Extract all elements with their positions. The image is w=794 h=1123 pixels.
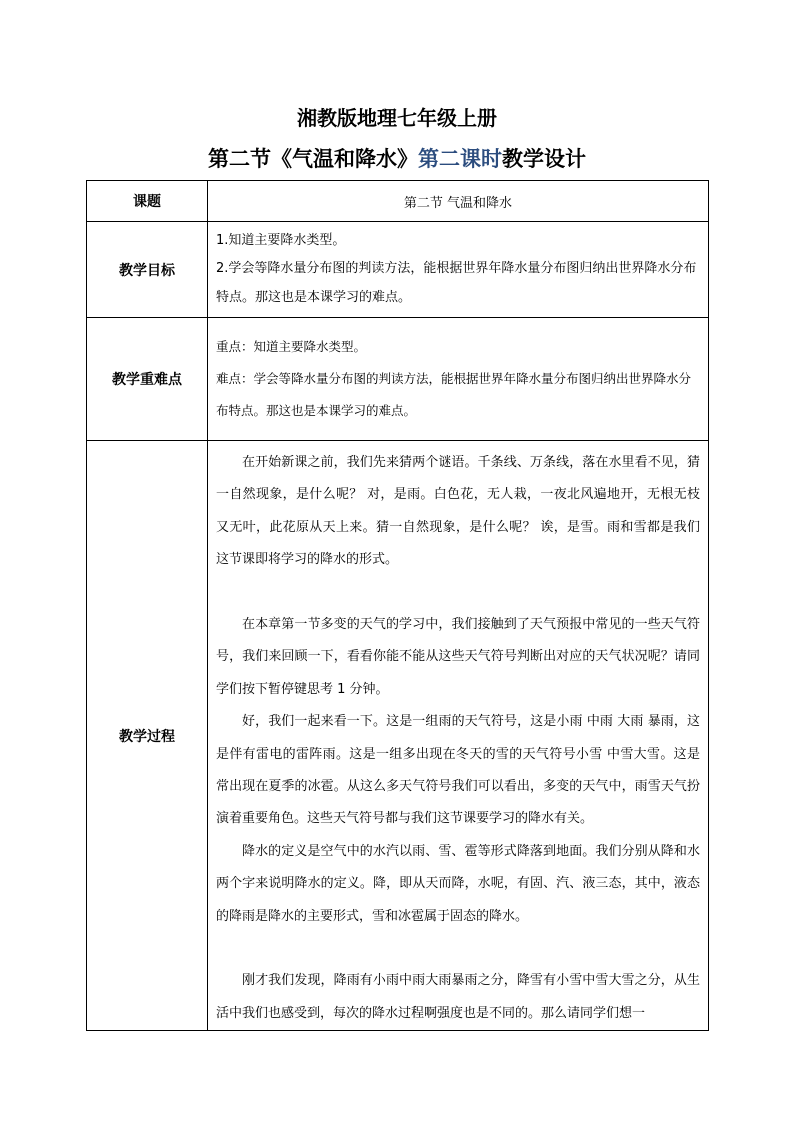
goal-line: 1.知道主要降水类型。 <box>216 232 346 248</box>
document-subtitle <box>0 143 794 173</box>
process-cell <box>208 441 709 1031</box>
process-paragraph: 在本章第一节多变的天气的学习中，我们接触到了天气预报中常见的一些天气符号，我们来回顾一下，看看你能不能从这些天气符号判断出对应的天气状况呢？请同学们按下暂停键思考 1 分钟。 <box>216 617 700 697</box>
process-paragraph: 刚才我们发现，降雨有小雨中雨大雨暴雨之分，降雪有小雪中雪大雪之分，从生活中我们也感受到，每次的降水过程啊强度也是不同的。那么请同学们想一 <box>216 973 700 1021</box>
subtitle-design: 教学设计 <box>502 146 586 171</box>
key-point-line: 重点：知道主要降水类型。 <box>216 339 367 354</box>
process-row <box>87 441 709 1031</box>
topic-row <box>87 181 709 222</box>
goal-line: 2.学会等降水量分布图的判读方法，能根据世界年降水量分布图归纳出世界降水分布特点。那这也是本课学习的难点。 <box>216 261 697 305</box>
topic-value: 第二节 气温和降水 <box>208 181 709 222</box>
topic-label: 课题 <box>87 181 208 222</box>
goal-row <box>87 222 709 318</box>
process-paragraph: 降水的定义是空气中的水汽以雨、雪、雹等形式降落到地面。我们分别从降和水两个字来说明降水的定义。降，即从天而降，水呢，有固、汽、液三态，其中，液态的降雨是降水的主要形式，雪和冰雹属于固态的降水。 <box>216 843 700 924</box>
key-row <box>87 318 709 441</box>
subtitle-lesson: 第二课时 <box>418 146 502 171</box>
key-label: 教学重难点 <box>87 318 208 441</box>
process-label: 教学过程 <box>87 441 208 1031</box>
difficulty-line: 难点：学会等降水量分布图的判读方法，能根据世界年降水量分布图归纳出世界降水分布特点。那这也是本课学习的难点。 <box>216 371 692 418</box>
process-paragraph: 在开始新课之前，我们先来猜两个谜语。千条线、万条线，落在水里看不见，猜一自然现象，是什么呢？ 对，是雨。白色花，无人栽，一夜北风遍地开，无根无枝又无叶，此花原从天上来。猜一自然现象，是什么呢？ 诶，是雪。雨和雪都是我们这节课即将学习的降水的形式。 <box>216 455 700 568</box>
key-cell <box>208 318 709 441</box>
document-title: 湘教版地理七年级上册 <box>297 106 497 130</box>
subtitle-section: 第二节《气温和降水》 <box>208 146 418 171</box>
process-paragraph: 好，我们一起来看一下。这是一组雨的天气符号，这是小雨 中雨 大雨 暴雨，这是伴有雷电的雷阵雨。这是一组多出现在冬天的雪的天气符号小雪 中雪大雪。这是常出现在夏季的冰雹。从这么多天气符号我们可以看出，多变的天气中，雨雪天气扮演着重要角色。这些天气符号都与我们这节课要学习的降水有关。 <box>216 714 700 827</box>
goal-label: 教学目标 <box>87 222 208 318</box>
lesson-plan-table <box>86 180 709 1031</box>
goal-cell <box>208 222 709 318</box>
